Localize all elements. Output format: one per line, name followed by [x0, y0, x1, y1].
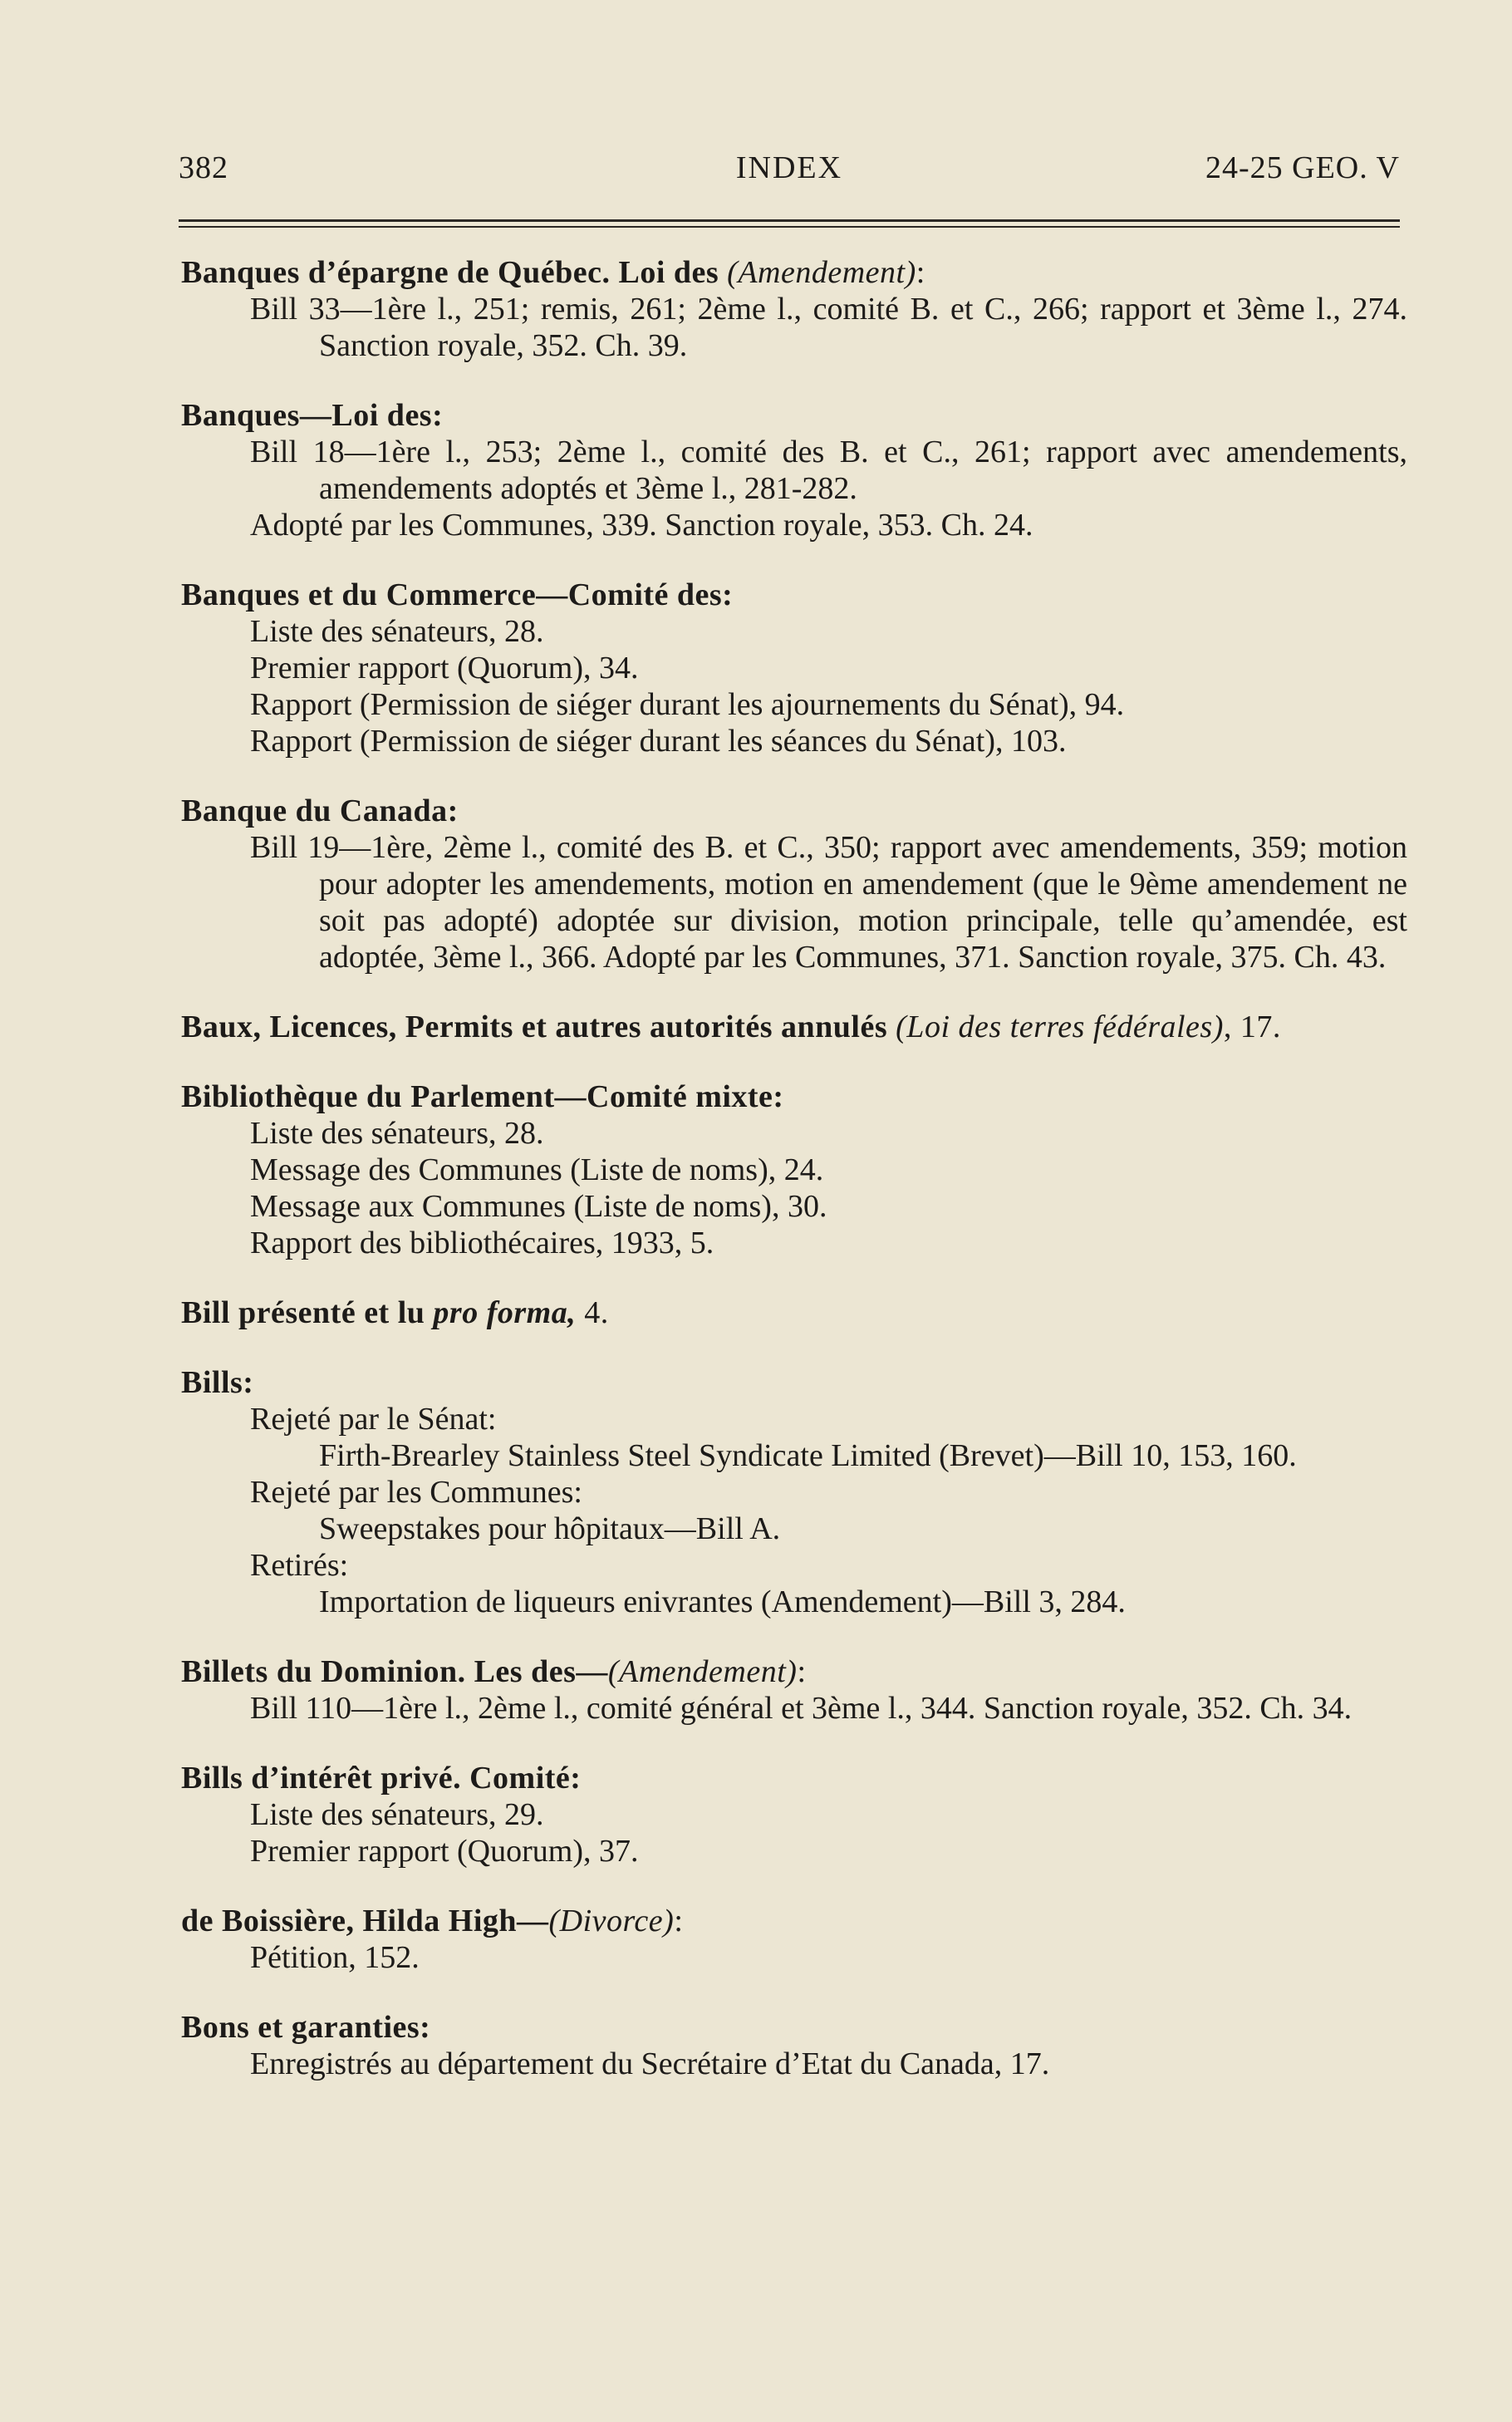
entry-heading	[181, 1295, 1407, 1331]
entry-line: Rapport (Permission de siéger durant les ajournements du Sénat), 94.	[250, 687, 1125, 722]
index-entry	[181, 1364, 1407, 1620]
entry-heading	[181, 793, 1407, 829]
page-title: INDEX	[735, 150, 843, 185]
index-content	[181, 254, 1407, 2115]
heading-text: Bons et garanties:	[181, 2010, 431, 2045]
heading-tail: :	[674, 1904, 684, 1938]
heading-text: Bibliothèque du Parlement—Comité mixte:	[181, 1079, 784, 1114]
index-entry	[181, 1009, 1407, 1045]
heading-italic: (Divorce)	[548, 1904, 675, 1938]
entry-line: Bill 33—1ère l., 251; remis, 261; 2ème l., comité B. et C., 266; rapport et 3ème l., 274. Sanction royale, 352. Ch. 39.	[250, 292, 1407, 363]
heading-text: Banques d’épargne de Québec. Loi des	[181, 255, 719, 290]
group-item: Importation de liqueurs enivrantes (Amendement)—Bill 3, 284.	[319, 1584, 1126, 1619]
heading-text: de Boissière, Hilda High—	[181, 1904, 549, 1938]
heading-text: Bills:	[181, 1365, 254, 1400]
header-rule	[179, 226, 1400, 228]
entry-line: Bill 110—1ère l., 2ème l., comité général et 3ème l., 344. Sanction royale, 352. Ch. 34.	[250, 1691, 1352, 1726]
entry-line: Bill 18—1ère l., 253; 2ème l., comité des B. et C., 261; rapport avec amendements, amendements adoptés et 3ème l., 281-282.	[250, 435, 1407, 506]
running-header	[179, 150, 1400, 199]
heading-text: Billets du Dominion. Les des—	[181, 1654, 608, 1689]
heading-italic: (Loi des terres fédérales)	[896, 1010, 1224, 1044]
entry-line: Rapport (Permission de siéger durant les séances du Sénat), 103.	[250, 724, 1067, 759]
entry-heading	[181, 397, 1407, 434]
index-entry	[181, 1653, 1407, 1727]
heading-tail: :	[797, 1654, 807, 1689]
group-item: Firth-Brearley Stainless Steel Syndicate Limited (Brevet)—Bill 10, 153, 160.	[319, 1438, 1297, 1473]
index-entry	[181, 1903, 1407, 1976]
heading-tail: , 17.	[1223, 1010, 1281, 1044]
entry-heading	[181, 2009, 1407, 2046]
entry-heading	[181, 577, 1407, 613]
heading-tail: 4.	[584, 1295, 609, 1330]
index-entry	[181, 793, 1407, 975]
heading-bold-italic: pro forma,	[433, 1295, 577, 1330]
group-label: Rejeté par le Sénat:	[250, 1402, 497, 1437]
session-label: 24-25 GEO. V	[1205, 150, 1400, 185]
entry-heading	[181, 254, 1407, 291]
entry-line: Enregistrés au département du Secrétaire d’Etat du Canada, 17.	[250, 2046, 1050, 2081]
group-label: Retirés:	[250, 1548, 349, 1583]
heading-italic: (Amendement)	[727, 255, 916, 290]
index-entry	[181, 577, 1407, 759]
entry-line: Liste des sénateurs, 28.	[250, 1116, 544, 1151]
heading-text: Bill présenté et lu	[181, 1295, 425, 1330]
heading-text: Baux, Licences, Permits et autres autorités annulés	[181, 1010, 888, 1044]
heading-italic: (Amendement)	[607, 1654, 798, 1689]
index-entry	[181, 1078, 1407, 1261]
entry-line: Adopté par les Communes, 339. Sanction royale, 353. Ch. 24.	[250, 508, 1033, 543]
entry-line: Pétition, 152.	[250, 1940, 420, 1975]
entry-heading	[181, 1760, 1407, 1796]
entry-line: Liste des sénateurs, 29.	[250, 1797, 544, 1832]
heading-text: Bills d’intérêt privé. Comité:	[181, 1761, 582, 1796]
entry-line: Message des Communes (Liste de noms), 24.	[250, 1152, 824, 1187]
heading-text: Banques—Loi des:	[181, 398, 444, 433]
entry-line: Premier rapport (Quorum), 34.	[250, 651, 639, 685]
index-entry	[181, 1760, 1407, 1869]
entry-line: Liste des sénateurs, 28.	[250, 614, 544, 649]
entry-heading	[181, 1364, 1407, 1401]
index-entry	[181, 1295, 1407, 1331]
entry-heading	[181, 1009, 1407, 1045]
entry-line: Rapport des bibliothécaires, 1933, 5.	[250, 1226, 714, 1260]
entry-heading	[181, 1653, 1407, 1690]
page-number: 382	[179, 150, 228, 185]
entry-line: Bill 19—1ère, 2ème l., comité des B. et C., 350; rapport avec amendements, 359; motion pour adopter les amendements, motion en amendement (que le 9ème amendement ne soit pas adopté) adoptée sur division, motion principale, telle qu’amendée, est adoptée, 3ème l., 366. Adopté par les Communes, 371. Sanction royale, 375. Ch. 43.	[250, 830, 1407, 975]
group-item: Sweepstakes pour hôpitaux—Bill A.	[319, 1511, 781, 1546]
group-label: Rejeté par les Communes:	[250, 1475, 582, 1510]
entry-heading	[181, 1903, 1407, 1939]
header-rule	[179, 219, 1400, 222]
index-entry	[181, 2009, 1407, 2082]
heading-text: Banques et du Commerce—Comité des:	[181, 577, 734, 612]
index-entry	[181, 254, 1407, 364]
heading-tail: :	[916, 255, 925, 290]
index-entry	[181, 397, 1407, 543]
entry-heading	[181, 1078, 1407, 1115]
entry-line: Message aux Communes (Liste de noms), 30.	[250, 1189, 827, 1224]
entry-line: Premier rapport (Quorum), 37.	[250, 1834, 639, 1869]
heading-text: Banque du Canada:	[181, 793, 459, 828]
